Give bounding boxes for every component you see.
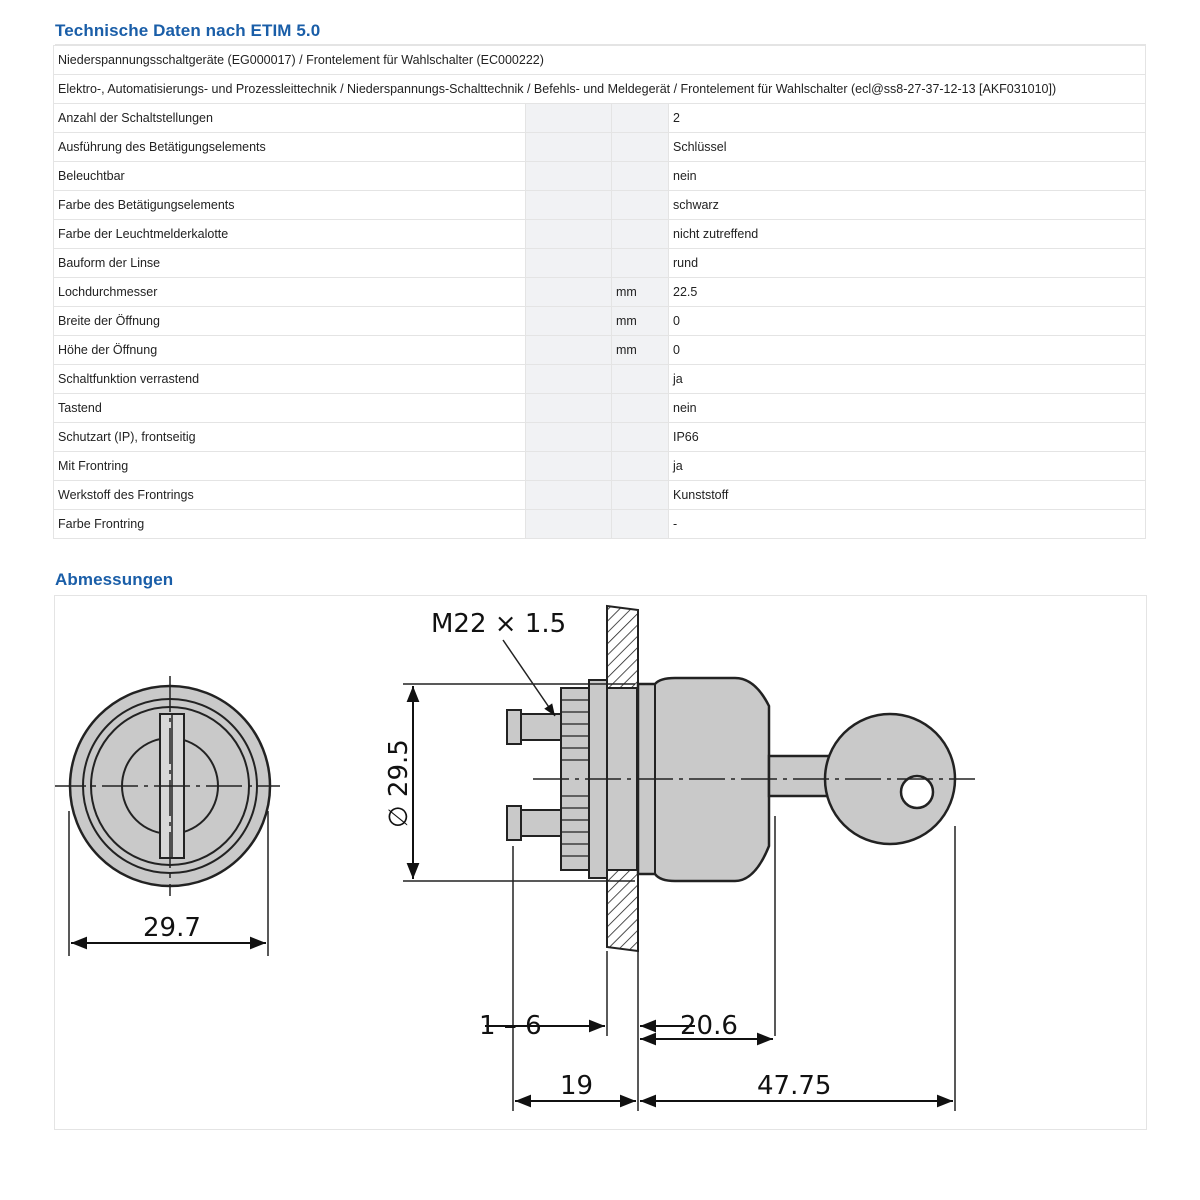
spec-value: ja: [669, 452, 1146, 481]
spec-label: Breite der Öffnung: [54, 307, 526, 336]
spec-label: Farbe Frontring: [54, 510, 526, 539]
spec-label: Farbe des Betätigungselements: [54, 191, 526, 220]
spec-row: [54, 278, 1146, 307]
spec-unit: [612, 481, 669, 510]
spec-value: IP66: [669, 423, 1146, 452]
dimension-drawing-svg: [55, 596, 1146, 1129]
spec-unit: [612, 365, 669, 394]
spec-unit: [612, 452, 669, 481]
spec-label: Ausführung des Betätigungselements: [54, 133, 526, 162]
spec-unit: [612, 104, 669, 133]
spec-label: Anzahl der Schaltstellungen: [54, 104, 526, 133]
classification-row: [54, 46, 1146, 75]
dimension-drawing: [54, 595, 1147, 1130]
spec-row: [54, 249, 1146, 278]
spec-value: 0: [669, 307, 1146, 336]
spec-empty-cell: [526, 162, 612, 191]
spec-empty-cell: [526, 394, 612, 423]
classification-text: Niederspannungsschaltgeräte (EG000017) / Frontelement für Wahlschalter (EC000222): [54, 46, 1146, 75]
spec-empty-cell: [526, 191, 612, 220]
spec-row: [54, 191, 1146, 220]
spec-label: Lochdurchmesser: [54, 278, 526, 307]
spec-value: nicht zutreffend: [669, 220, 1146, 249]
spec-unit: [612, 510, 669, 539]
spec-row: [54, 510, 1146, 539]
spec-row: [54, 220, 1146, 249]
spec-unit: mm: [612, 278, 669, 307]
spec-empty-cell: [526, 307, 612, 336]
spec-label: Schutzart (IP), frontseitig: [54, 423, 526, 452]
key-shaft: [769, 756, 829, 796]
spec-value: 22.5: [669, 278, 1146, 307]
spec-empty-cell: [526, 133, 612, 162]
spec-empty-cell: [526, 104, 612, 133]
spec-row: [54, 336, 1146, 365]
spec-unit: mm: [612, 336, 669, 365]
spec-empty-cell: [526, 452, 612, 481]
spec-value: 2: [669, 104, 1146, 133]
spec-unit: [612, 423, 669, 452]
spec-label: Höhe der Öffnung: [54, 336, 526, 365]
spec-unit: mm: [612, 307, 669, 336]
spec-value: nein: [669, 394, 1146, 423]
protrusion-label: 20.6: [680, 1011, 738, 1041]
section-title-technical-data: Technische Daten nach ETIM 5.0: [55, 21, 321, 40]
spec-empty-cell: [526, 278, 612, 307]
thread-label: M22 × 1.5: [431, 609, 567, 639]
width-front-label: 29.7: [143, 913, 201, 943]
spec-row: [54, 104, 1146, 133]
spec-empty-cell: [526, 510, 612, 539]
spec-unit: [612, 191, 669, 220]
spec-value: Schlüssel: [669, 133, 1146, 162]
spec-row: [54, 481, 1146, 510]
spec-empty-cell: [526, 336, 612, 365]
classification-row: [54, 75, 1146, 104]
spec-row: [54, 423, 1146, 452]
spec-table: [53, 45, 1146, 539]
spec-unit: [612, 133, 669, 162]
spec-value: 0: [669, 336, 1146, 365]
spec-empty-cell: [526, 481, 612, 510]
spec-unit: [612, 394, 669, 423]
spec-label: Werkstoff des Frontrings: [54, 481, 526, 510]
spec-empty-cell: [526, 365, 612, 394]
spec-unit: [612, 220, 669, 249]
spec-empty-cell: [526, 220, 612, 249]
spec-label: Schaltfunktion verrastend: [54, 365, 526, 394]
diameter-label: ∅ 29.5: [384, 739, 414, 828]
spec-label: Farbe der Leuchtmelderkalotte: [54, 220, 526, 249]
spec-label: Bauform der Linse: [54, 249, 526, 278]
spec-unit: [612, 162, 669, 191]
rear-depth-label: 19: [560, 1071, 594, 1101]
spec-label: Tastend: [54, 394, 526, 423]
spec-row: [54, 162, 1146, 191]
key-hole: [901, 776, 933, 808]
spec-value: rund: [669, 249, 1146, 278]
spec-value: nein: [669, 162, 1146, 191]
spec-empty-cell: [526, 423, 612, 452]
spec-row: [54, 452, 1146, 481]
spec-label: Mit Frontring: [54, 452, 526, 481]
spec-unit: [612, 249, 669, 278]
spec-row: [54, 365, 1146, 394]
classification-text: Elektro-, Automatisierungs- und Prozessleittechnik / Niederspannungs-Schalttechnik / Befehls- und Meldegerät / Frontelement für Wahlschalter (ecl@ss8-27-37-12-13 [AKF031010]): [54, 75, 1146, 104]
spec-value: Kunststoff: [669, 481, 1146, 510]
spec-row: [54, 307, 1146, 336]
key-depth-label: 47.75: [757, 1071, 832, 1101]
spec-value: -: [669, 510, 1146, 539]
spec-row: [54, 133, 1146, 162]
spec-empty-cell: [526, 249, 612, 278]
panel-range-label: 1 – 6: [479, 1011, 542, 1041]
spec-label: Beleuchtbar: [54, 162, 526, 191]
spec-row: [54, 394, 1146, 423]
spec-value: schwarz: [669, 191, 1146, 220]
spec-value: ja: [669, 365, 1146, 394]
section-title-dimensions: Abmessungen: [55, 570, 174, 589]
